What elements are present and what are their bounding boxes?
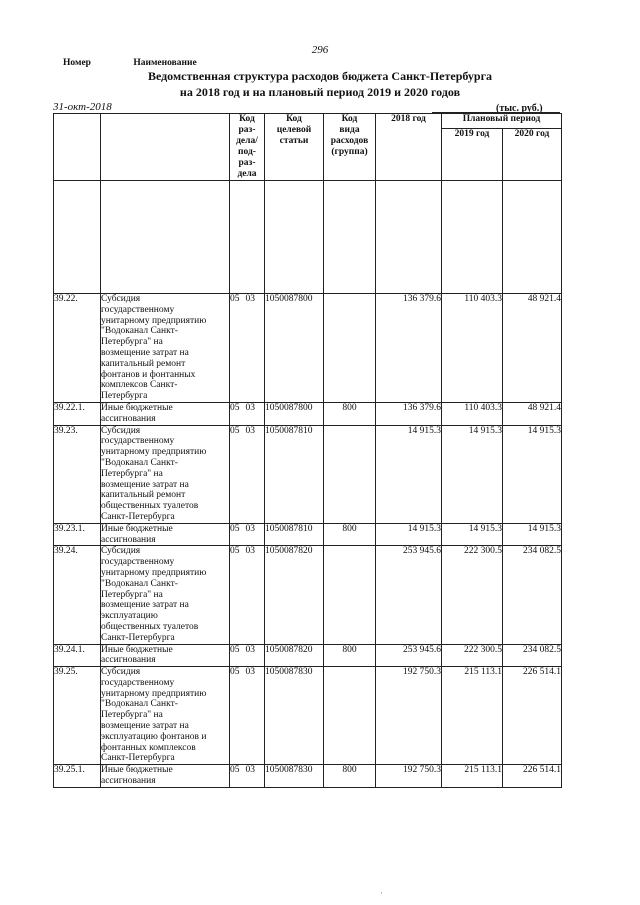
- header-2018: 2018 год: [376, 114, 442, 181]
- title-line-2: на 2018 год и на плановый период 2019 и 2020 годов: [179, 85, 461, 99]
- header-line: (группа): [331, 147, 368, 157]
- table-row: [54, 523, 562, 546]
- row-amount-2020: 48 921.4: [503, 294, 562, 403]
- row-name-line: общественных туалетов: [101, 501, 199, 512]
- header-line: раз-: [238, 125, 256, 135]
- row-amount-2019: 14 915.3: [442, 425, 503, 523]
- row-subsection: 03: [246, 765, 265, 788]
- table-row: [54, 667, 562, 765]
- row-name-line: капитальный ремонт: [101, 358, 186, 369]
- row-subsection: 03: [246, 644, 265, 667]
- row-name-line: эксплуатацию фонтанов и: [101, 731, 207, 742]
- row-name-line: Петербурга" на: [101, 589, 163, 600]
- row-number: 39.23.: [54, 425, 101, 523]
- row-name-line: ассигнования: [101, 534, 156, 545]
- row-number: 39.24.: [54, 546, 101, 644]
- row-amount-2018: 14 915.3: [376, 523, 442, 546]
- header-spacer-row: [54, 181, 562, 294]
- row-name: [101, 765, 230, 788]
- row-name-line: государственному: [101, 304, 175, 315]
- row-amount-2020: 226 514.1: [503, 667, 562, 765]
- row-name-line: фонтанов и фонтанных: [101, 369, 196, 380]
- row-expense-kind: [324, 667, 376, 765]
- row-amount-2020: 14 915.3: [503, 425, 562, 523]
- row-name-line: фонтанных комплексов: [101, 742, 196, 753]
- document-date: 31-окт-2018: [53, 101, 112, 113]
- row-name: [101, 644, 230, 667]
- row-expense-kind: [324, 546, 376, 644]
- row-expense-kind: 800: [324, 644, 376, 667]
- row-amount-2020: 234 082.5: [503, 644, 562, 667]
- row-name-line: возмещение затрат на: [101, 721, 189, 732]
- header-line: расходов: [330, 136, 369, 146]
- row-amount-2019: 222 300.5: [442, 644, 503, 667]
- header-line: статьи: [279, 136, 309, 146]
- header-line: Код: [239, 114, 255, 124]
- row-amount-2018: 136 379.6: [376, 402, 442, 425]
- row-name-line: "Водоканал Санкт-: [101, 457, 178, 468]
- row-name-line: ассигнования: [101, 655, 156, 666]
- row-target-code: 1050087810: [265, 523, 324, 546]
- row-name-line: "Водоканал Санкт-: [101, 326, 178, 337]
- row-name-line: государственному: [101, 557, 175, 568]
- row-number: 39.22.1.: [54, 402, 101, 425]
- row-section: 05: [230, 667, 246, 765]
- row-name-line: государственному: [101, 436, 175, 447]
- row-name-line: унитарному предприятию: [101, 688, 207, 699]
- row-name-line: государственному: [101, 677, 175, 688]
- row-amount-2018: 14 915.3: [376, 425, 442, 523]
- header-expense-kind: [324, 114, 376, 181]
- table-row: [54, 402, 562, 425]
- row-name-line: Петербурга" на: [101, 337, 163, 348]
- row-name-line: Субсидия: [101, 667, 141, 678]
- row-name-line: Петербурга" на: [101, 710, 163, 721]
- row-name-line: "Водоканал Санкт-: [101, 578, 178, 589]
- row-expense-kind: 800: [324, 523, 376, 546]
- row-name-line: возмещение затрат на: [101, 600, 189, 611]
- row-amount-2019: 110 403.3: [442, 294, 503, 403]
- row-name: [101, 523, 230, 546]
- header-2019: 2019 год: [442, 129, 503, 181]
- units-label: (тыс. руб.): [496, 103, 543, 114]
- row-amount-2020: 226 514.1: [503, 765, 562, 788]
- row-number: 39.24.1.: [54, 644, 101, 667]
- row-section: 05: [230, 294, 246, 403]
- row-name-line: Санкт-Петербурга: [101, 753, 175, 764]
- row-name: [101, 294, 230, 403]
- row-subsection: 03: [246, 546, 265, 644]
- row-expense-kind: 800: [324, 402, 376, 425]
- header-2020: 2020 год: [503, 129, 562, 181]
- header-line: Код: [341, 114, 358, 124]
- title-line-1: Ведомственная структура расходов бюджета Санкт-Петербурга: [147, 69, 493, 83]
- row-amount-2019: 14 915.3: [442, 523, 503, 546]
- row-subsection: 03: [246, 523, 265, 546]
- row-number: 39.25.1.: [54, 765, 101, 788]
- header-plan-period: Плановый период: [442, 114, 562, 129]
- row-name-line: "Водоканал Санкт-: [101, 699, 178, 710]
- row-target-code: 1050087800: [265, 294, 324, 403]
- table-row: [54, 294, 562, 403]
- row-name-line: возмещение затрат на: [101, 479, 189, 490]
- row-name-line: эксплуатацию: [101, 611, 158, 622]
- row-name-line: ассигнования: [101, 776, 156, 787]
- row-section: 05: [230, 644, 246, 667]
- row-subsection: 03: [246, 667, 265, 765]
- row-name: [101, 667, 230, 765]
- table-row: [54, 644, 562, 667]
- row-name-line: возмещение затрат на: [101, 347, 189, 358]
- row-name-line: ассигнования: [101, 413, 156, 424]
- row-name-line: Субсидия: [101, 546, 141, 557]
- row-name: [101, 402, 230, 425]
- row-section: 05: [230, 546, 246, 644]
- row-name-line: Субсидия: [101, 425, 141, 436]
- row-expense-kind: 800: [324, 765, 376, 788]
- header-name: Наименование: [101, 114, 230, 181]
- row-expense-kind: [324, 425, 376, 523]
- row-target-code: 1050087820: [265, 644, 324, 667]
- header-line: вида: [339, 125, 360, 135]
- row-name-line: Субсидия: [101, 294, 141, 304]
- row-name: [101, 425, 230, 523]
- header-line: дела/: [236, 136, 258, 146]
- row-amount-2019: 222 300.5: [442, 546, 503, 644]
- row-name-line: Иные бюджетные: [101, 644, 173, 655]
- header-line: Код: [286, 114, 302, 124]
- header-line: целевой: [276, 125, 312, 135]
- row-name-line: Санкт-Петербурга: [101, 511, 175, 522]
- row-amount-2020: 14 915.3: [503, 523, 562, 546]
- row-target-code: 1050087830: [265, 765, 324, 788]
- table-row: [54, 765, 562, 788]
- row-amount-2019: 110 403.3: [442, 402, 503, 425]
- table-row: [54, 425, 562, 523]
- row-subsection: 03: [246, 425, 265, 523]
- row-target-code: 1050087810: [265, 425, 324, 523]
- header-target-code: [265, 114, 324, 181]
- row-section: 05: [230, 402, 246, 425]
- row-number: 39.23.1.: [54, 523, 101, 546]
- row-section: 05: [230, 523, 246, 546]
- footer-mark: ·: [380, 888, 383, 898]
- row-expense-kind: [324, 294, 376, 403]
- document-title: [0, 68, 640, 100]
- row-target-code: 1050087830: [265, 667, 324, 765]
- row-name-line: комплексов Санкт-: [101, 380, 178, 391]
- row-section: 05: [230, 765, 246, 788]
- row-name-line: Петербурга" на: [101, 468, 163, 479]
- row-subsection: 03: [246, 402, 265, 425]
- table-row: [54, 546, 562, 644]
- header-line: раз-: [238, 158, 256, 168]
- row-amount-2019: 215 113.1: [442, 667, 503, 765]
- header-section-code: [230, 114, 265, 181]
- row-section: 05: [230, 425, 246, 523]
- row-name-line: унитарному предприятию: [101, 567, 207, 578]
- row-number: 39.25.: [54, 667, 101, 765]
- row-amount-2019: 215 113.1: [442, 765, 503, 788]
- header-number: Номер: [54, 114, 101, 181]
- row-number: 39.22.: [54, 294, 101, 403]
- header-line: под-: [238, 147, 256, 157]
- row-amount-2018: 253 945.6: [376, 644, 442, 667]
- row-target-code: 1050087820: [265, 546, 324, 644]
- page-number: 296: [311, 44, 329, 56]
- row-amount-2018: 253 945.6: [376, 546, 442, 644]
- row-amount-2018: 192 750.3: [376, 667, 442, 765]
- row-amount-2020: 48 921.4: [503, 402, 562, 425]
- row-name-line: капитальный ремонт: [101, 490, 186, 501]
- row-target-code: 1050087800: [265, 402, 324, 425]
- row-amount-2018: 192 750.3: [376, 765, 442, 788]
- row-name-line: Санкт-Петербурга: [101, 632, 175, 643]
- row-name: [101, 546, 230, 644]
- row-name-line: унитарному предприятию: [101, 447, 207, 458]
- row-subsection: 03: [246, 294, 265, 403]
- row-name-line: унитарному предприятию: [101, 315, 207, 326]
- row-amount-2020: 234 082.5: [503, 546, 562, 644]
- row-name-line: Петербурга: [101, 391, 148, 402]
- row-amount-2018: 136 379.6: [376, 294, 442, 403]
- row-name-line: Иные бюджетные: [101, 523, 173, 534]
- row-name-line: общественных туалетов: [101, 621, 199, 632]
- header-line: дела: [237, 169, 257, 179]
- row-name-line: Иные бюджетные: [101, 765, 173, 776]
- row-name-line: Иные бюджетные: [101, 402, 173, 413]
